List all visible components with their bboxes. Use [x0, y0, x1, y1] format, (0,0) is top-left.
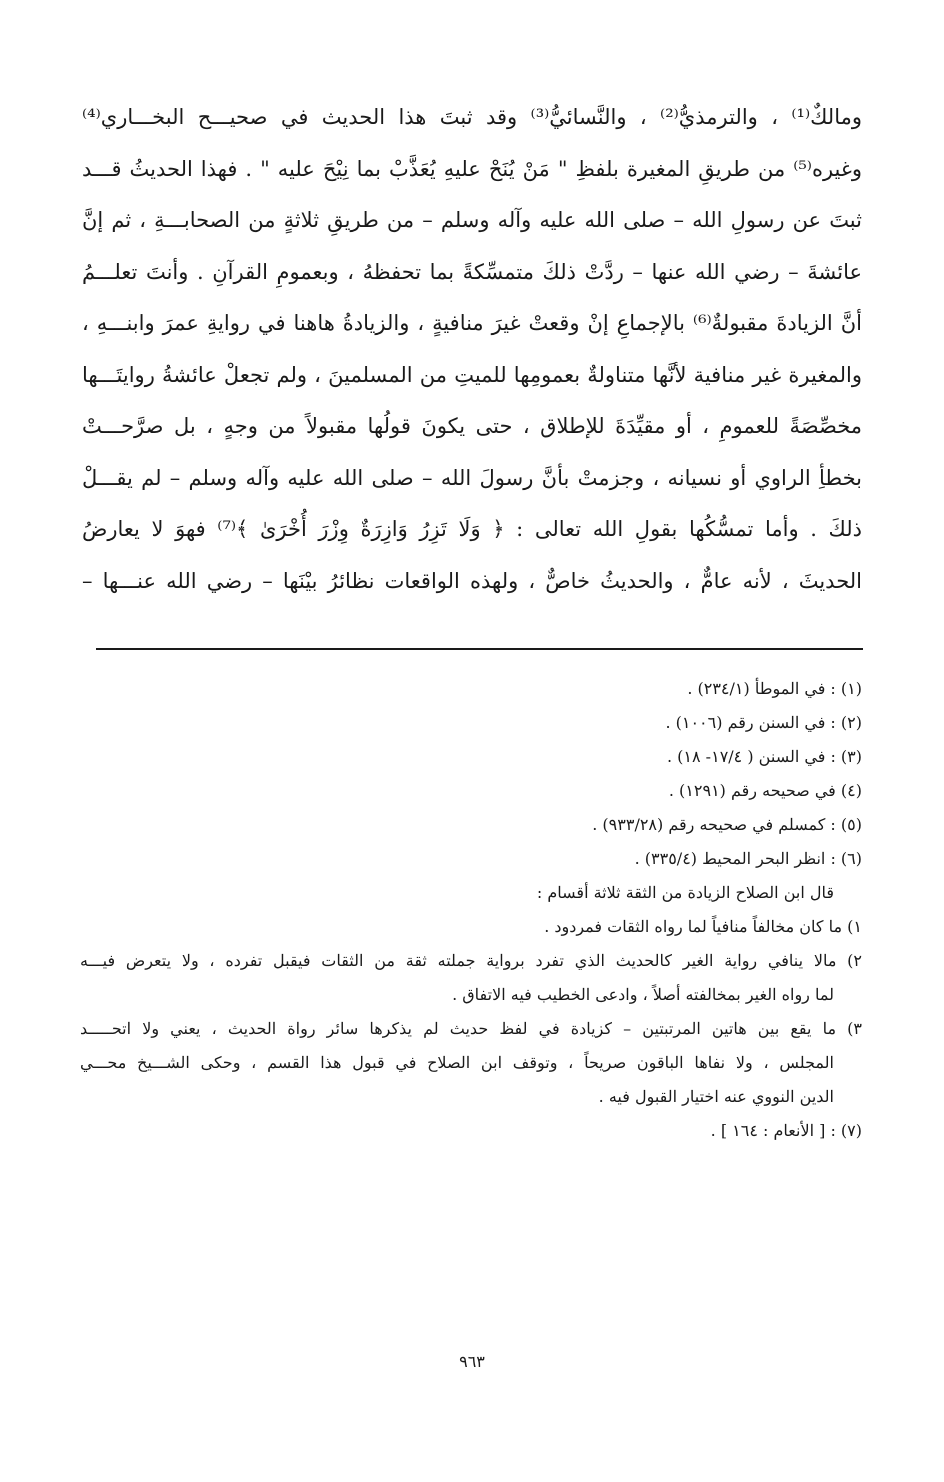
page-number: ٩٦٣: [459, 1352, 485, 1371]
footnote-separator: [96, 648, 863, 650]
footnote-3: (٣) : في السنن ( ١٧/٤- ١٨) .: [666, 747, 862, 766]
text-line: وغيره⁽⁵⁾ من طريقِ المغيرة بلفظِ " مَنْ يُنَحْ عليهِ يُعَذَّبْ بما نِيْحَ عليه " . فهذا الحديثُ قـــد: [82, 156, 862, 181]
text-line: مخصِّصَةً للعمومِ ، أو مقيِّدَةَ للإطلاق ، حتى يكونَ قولُها مقبولاً من وجهٍ ، بل صرَّحـــتْ: [82, 414, 862, 438]
text-line: الحديثَ ، لأنه عامٌّ ، والحديثُ خاصٌّ ، ولهذه الواقعات نظائرُ بيْنَها – رضي الله عنـــها –: [82, 568, 862, 593]
footnote-6-item-3: ٣) ما يقع بين هاتين المرتبتين – كزيادة في لفظ حديث لم يذكرها سائر رواة الحديث ، يعني ولا اتحـــــد: [80, 1019, 862, 1038]
footnote-2: (٢) : في السنن رقم (١٠٠٦) .: [665, 713, 862, 732]
text-line: والمغيرة غير منافية لأنَّها متناولةٌ بعمومِها للميتِ من المسلمينَ ، ولم تجعلْ عائشةُ روايتَـــها: [82, 362, 862, 387]
footnotes-block: [80, 672, 862, 1148]
footnote-6: (٦) : انظر البحر المحيط (٣٣٥/٤) .: [634, 849, 862, 868]
footnote-1: (١) : في الموطأ (٢٣٤/١) .: [687, 679, 862, 698]
footnote-5: (٥) : كمسلم في صحيحه رقم (٩٣٣/٢٨) .: [592, 815, 862, 834]
footnote-6-item-1: ١) ما كان مخالفاً منافياً لما رواه الثقات فمردود .: [544, 917, 862, 936]
text-line: أنَّ الزيادةَ مقبولةٌ⁽⁶⁾ بالإجماعِ إنْ وقعتْ غيرَ منافيةٍ ، والزيادةُ هاهنا في روايةِ عمرَ وابنـــهِ ،: [82, 311, 862, 335]
footnote-6-intro: قال ابن الصلاح الزيادة من الثقة ثلاثة أقسام :: [536, 883, 834, 902]
text-line: ذلكَ . وأما تمسُّكُها بقولِ الله تعالى : ﴿ وَلَا تَزِرُ وَازِرَةٌ وِزْرَ أُخْرَىٰ ﴾⁽⁷⁾ فهوَ لا يعارضُ: [82, 517, 862, 541]
footnote-6-item-3-cont-2: الدين النووي عنه اختيار القبول فيه .: [598, 1087, 834, 1106]
footnote-6-item-3-cont: المجلس ، ولا نفاها الباقون صريحاً ، وتوقف ابن الصلاح في قبول هذا القسم ، وحكى الشـــيخ محـــي: [80, 1053, 834, 1072]
text-line: عائشةَ – رضي الله عنها – ردَّتْ ذلكَ متمسِّكةً بما تحفظهُ ، وبعمومِ القرآنِ . وأنتَ تعلـــمُ: [82, 259, 862, 284]
main-text-block: [82, 92, 862, 607]
footnote-6-item-2-cont: لما رواه الغير بمخالفته أصلاً ، وادعى الخطيب فيه الاتفاق .: [452, 985, 834, 1004]
footnote-7: (٧) : [ الأنعام : ١٦٤ ] .: [710, 1121, 862, 1140]
text-line: ومالكٌ⁽¹⁾ ، والترمذيُّ⁽²⁾ ، والنَّسائيُّ⁽³⁾ وقد ثبتَ هذا الحديث في صحيـــح البخـــاري⁽⁴⁾: [82, 105, 862, 129]
text-line: ثبتَ عن رسولِ الله – صلى الله عليه وآله وسلم – من طريقِ ثلاثةٍ من الصحابـــةِ ، ثم إنَّ: [82, 208, 862, 232]
footnote-6-item-2: ٢) مالا ينافي رواية الغير كالحديث الذي تفرد برواية جملته ثقة من الثقات فيقبل تفرده ، ولا يتعرض فيـــه: [80, 951, 862, 970]
text-line: بخطأِ الراوي أو نسيانه ، وجزمتْ بأنَّ رسولَ الله – صلى الله عليه وآله وسلم – لم يقـــلْ: [82, 465, 862, 490]
footnote-4: (٤) في صحيحه رقم (١٢٩١) .: [668, 781, 862, 800]
